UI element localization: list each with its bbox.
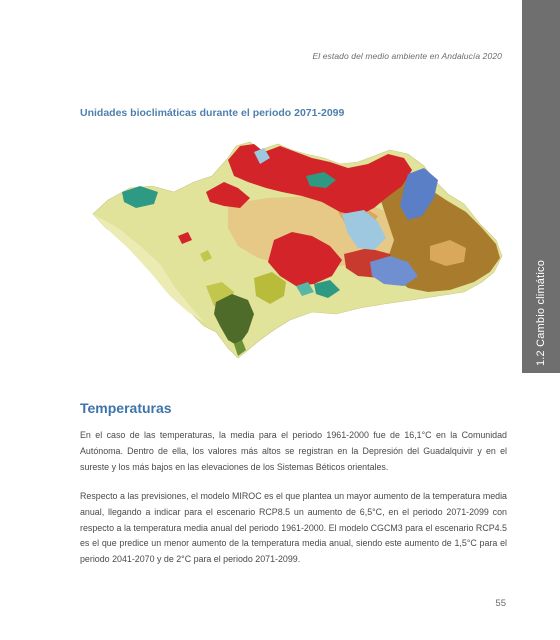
paragraph-2: Respecto a las previsiones, el modelo MIROC es el que plantea un mayor aumento de la temperatura media anual, llegando a indicar para el escenario RCP8.5 un aumento de 6,5°C, en el periodo 2071-2099 con respecto a la temperatura media anual del periodo 1961-2000. El modelo CGCM3 para el escenario RCP4.5 es el que predice un menor aumento de la temperatura media anual, siendo este aumento de 1,5°C para el periodo 2041-2070 y de 2°C para el periodo 2071-2099. — [80, 491, 507, 565]
andalusia-map-svg — [78, 136, 508, 366]
section-title: Temperaturas — [80, 400, 172, 416]
side-tab-label-box — [521, 258, 560, 368]
side-tab-label: 1.2 Cambio climático — [535, 259, 547, 367]
figure-title: Unidades bioclimáticas durante el periodo 2071-2099 — [80, 107, 345, 119]
page-number: 55 — [495, 598, 506, 609]
paragraph-1: En el caso de las temperaturas, la media para el periodo 1961-2000 fue de 16,1°C en la Comunidad Autónoma. Dentro de ella, los valores más altos se registran en la Depresión del Guadalquivir y en el sureste y los más bajos en las elevaciones de los Sistemas Béticos orientales. — [80, 430, 507, 472]
bioclimatic-map — [78, 136, 508, 366]
running-header: El estado del medio ambiente en Andalucía 2020 — [312, 51, 502, 61]
